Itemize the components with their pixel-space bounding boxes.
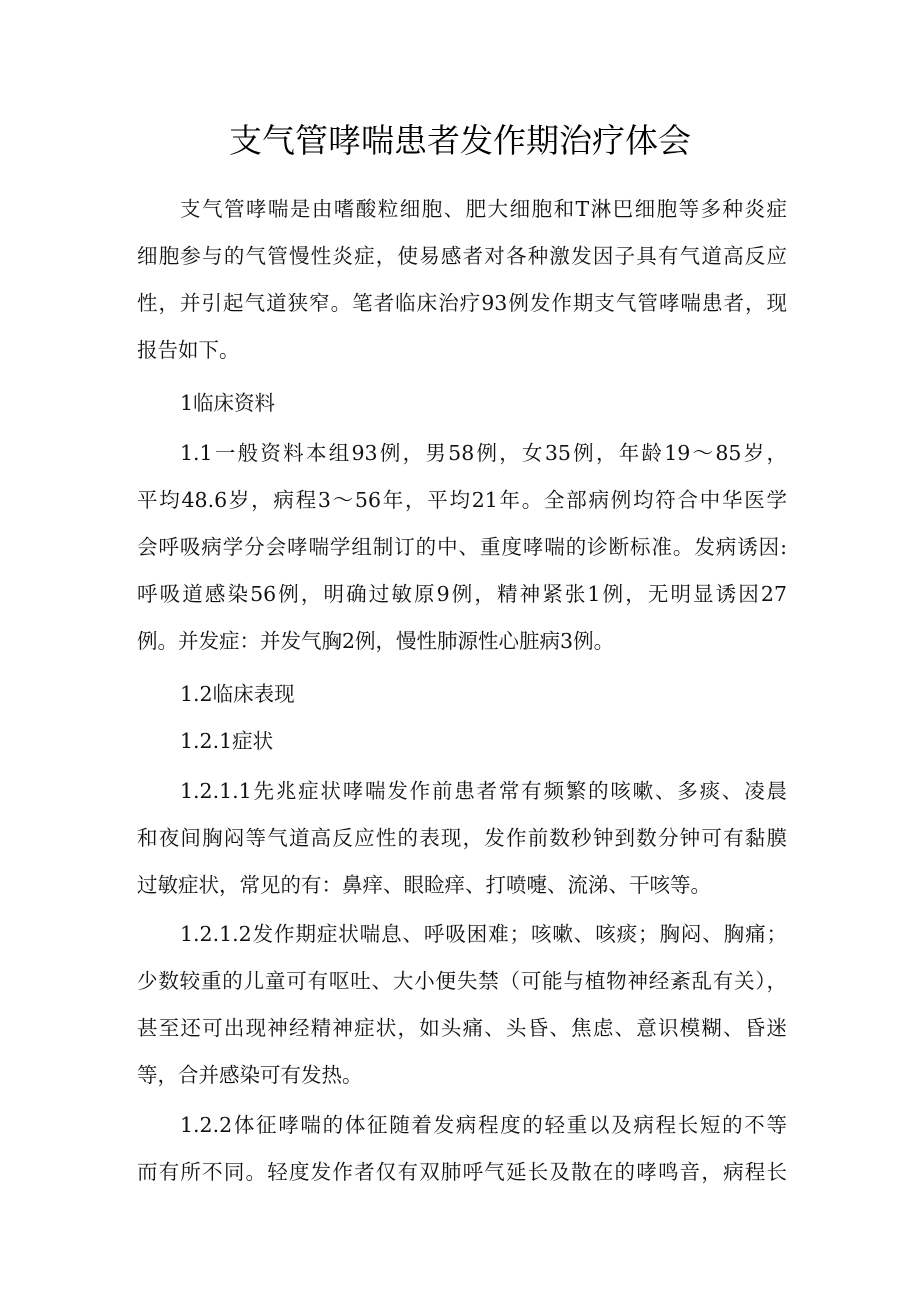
- paragraph-line: 1.2.2体征哮喘的体征随着发病程度的轻重以及病程长短的不等: [180, 1113, 787, 1137]
- paragraph-line: 1.2.1.1先兆症状哮喘发作前患者常有频繁的咳嗽、多痰、凌晨: [180, 779, 787, 803]
- paragraph-line: 平均48.6岁，病程3～56年，平均21年。全部病例均符合中华医学: [137, 488, 787, 512]
- paragraph-line: 性，并引起气道狭窄。笔者临床治疗93例发作期支气管哮喘患者，现: [137, 291, 787, 315]
- paragraph-line: 例。并发症：并发气胸2例，慢性肺源性心脏病3例。: [137, 629, 615, 653]
- section-heading: 1.2临床表现: [180, 682, 295, 706]
- paragraph-line: 1.1一般资料本组93例，男58例，女35例，年龄19～85岁，: [180, 441, 787, 465]
- paragraph-line: 会呼吸病学分会哮喘学组制订的中、重度哮喘的诊断标准。发病诱因:: [137, 535, 787, 559]
- paragraph-line: 而有所不同。轻度发作者仅有双肺呼气延长及散在的哮鸣音，病程长: [137, 1160, 787, 1184]
- section-heading: 1.2.1症状: [180, 729, 274, 753]
- paragraph-line: 1.2.1.2发作期症状喘息、呼吸困难；咳嗽、咳痰；胸闷、胸痛；: [180, 922, 787, 946]
- paragraph-line: 过敏症状，常见的有：鼻痒、眼睑痒、打喷嚏、流涕、干咳等。: [137, 873, 711, 897]
- section-heading: 1临床资料: [180, 391, 276, 415]
- document-title: 支气管哮喘患者发作期治疗体会: [229, 121, 691, 160]
- paragraph-line: 和夜间胸闷等气道高反应性的表现，发作前数秒钟到数分钟可有黏膜: [137, 826, 787, 850]
- paragraph-line: 细胞参与的气管慢性炎症，使易感者对各种激发因子具有气道高反应: [137, 244, 787, 268]
- paragraph-line: 等，合并感染可有发热。: [137, 1063, 363, 1087]
- paragraph-line: 少数较重的儿童可有呕吐、大小便失禁（可能与植物神经紊乱有关），: [137, 969, 787, 993]
- paragraph-line: 甚至还可出现神经精神症状，如头痛、头昏、焦虑、意识模糊、昏迷: [137, 1016, 787, 1040]
- paragraph-line: 报告如下。: [137, 338, 240, 362]
- paragraph-line: 呼吸道感染56例，明确过敏原9例，精神紧张1例，无明显诱因27: [137, 582, 787, 606]
- paragraph-line: 支气管哮喘是由嗜酸粒细胞、肥大细胞和T淋巴细胞等多种炎症: [180, 197, 787, 221]
